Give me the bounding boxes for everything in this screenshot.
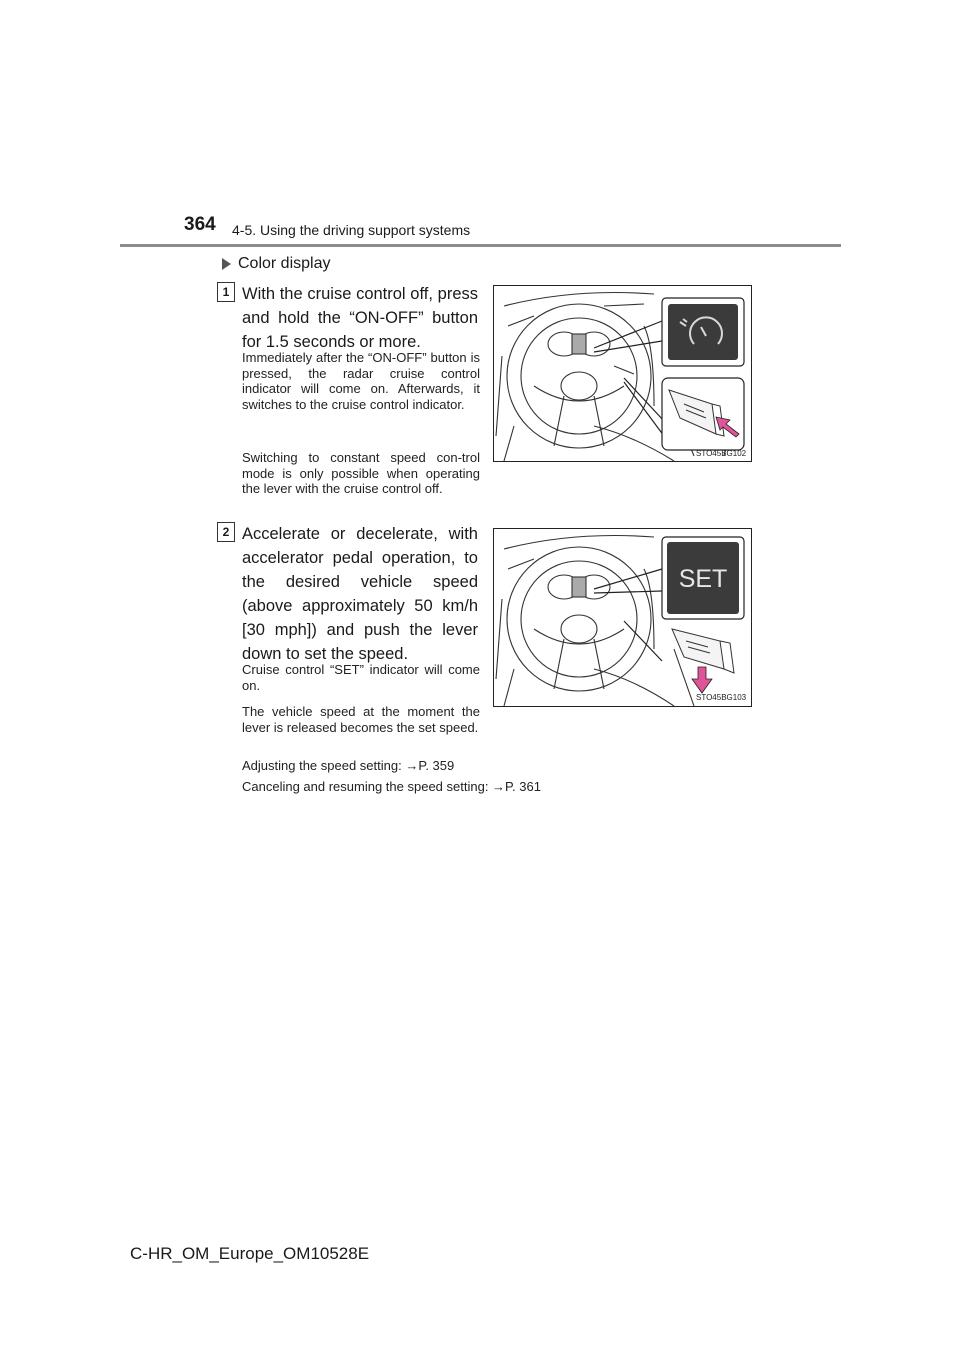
step-1-text: With the cruise control off, press and hold the “ON-OFF” button for 1.5 seconds or more. xyxy=(242,285,478,351)
steering-wheel-illustration-2 xyxy=(494,529,751,706)
reference-canceling: Canceling and resuming the speed setting: →P. 361 xyxy=(242,779,541,794)
steering-wheel-illustration-1 xyxy=(494,286,751,461)
figure-step-2 xyxy=(493,528,752,707)
step-2-note-1: Cruise control “SET” indicator will come on. xyxy=(242,662,480,693)
triangle-bullet-icon xyxy=(222,258,231,270)
step-2-text: Accelerate or decelerate, with accelerator pedal operation, to the desired vehicle speed (above approximately 50 km/h [30 mph]) and push the lever down to set the speed. xyxy=(242,525,478,663)
subheading xyxy=(222,255,330,273)
reference-adjusting: Adjusting the speed setting: →P. 359 xyxy=(242,758,455,773)
step-2-note-2: The vehicle speed at the moment the lever is released becomes the set speed. xyxy=(242,704,480,735)
footer-code: C-HR_OM_Europe_OM10528E xyxy=(130,1244,370,1263)
header-rule xyxy=(120,244,841,247)
step-2-badge: 2 xyxy=(217,522,235,542)
step-1-badge: 1 xyxy=(217,282,235,302)
subheading-text: Color display xyxy=(238,255,331,272)
figure-1-code: STO45BG102 xyxy=(696,449,747,458)
push-down-arrow-icon xyxy=(692,667,712,693)
step-1-note-1: Immediately after the “ON-OFF” button is pressed, the radar cruise control indicator will come on. Afterwards, it switches to the cruise control indicator. xyxy=(242,350,480,412)
set-indicator-text: SET xyxy=(678,565,728,593)
figure-step-1 xyxy=(493,285,752,462)
page-number: 364 xyxy=(184,214,216,235)
step-1-note-2: Switching to constant speed con-trol mode is only possible when operating the lever with the cruise control off. xyxy=(242,450,480,496)
figure-2-code: STO45BG103 xyxy=(696,693,747,702)
section-title: 4-5. Using the driving support systems xyxy=(232,222,471,238)
